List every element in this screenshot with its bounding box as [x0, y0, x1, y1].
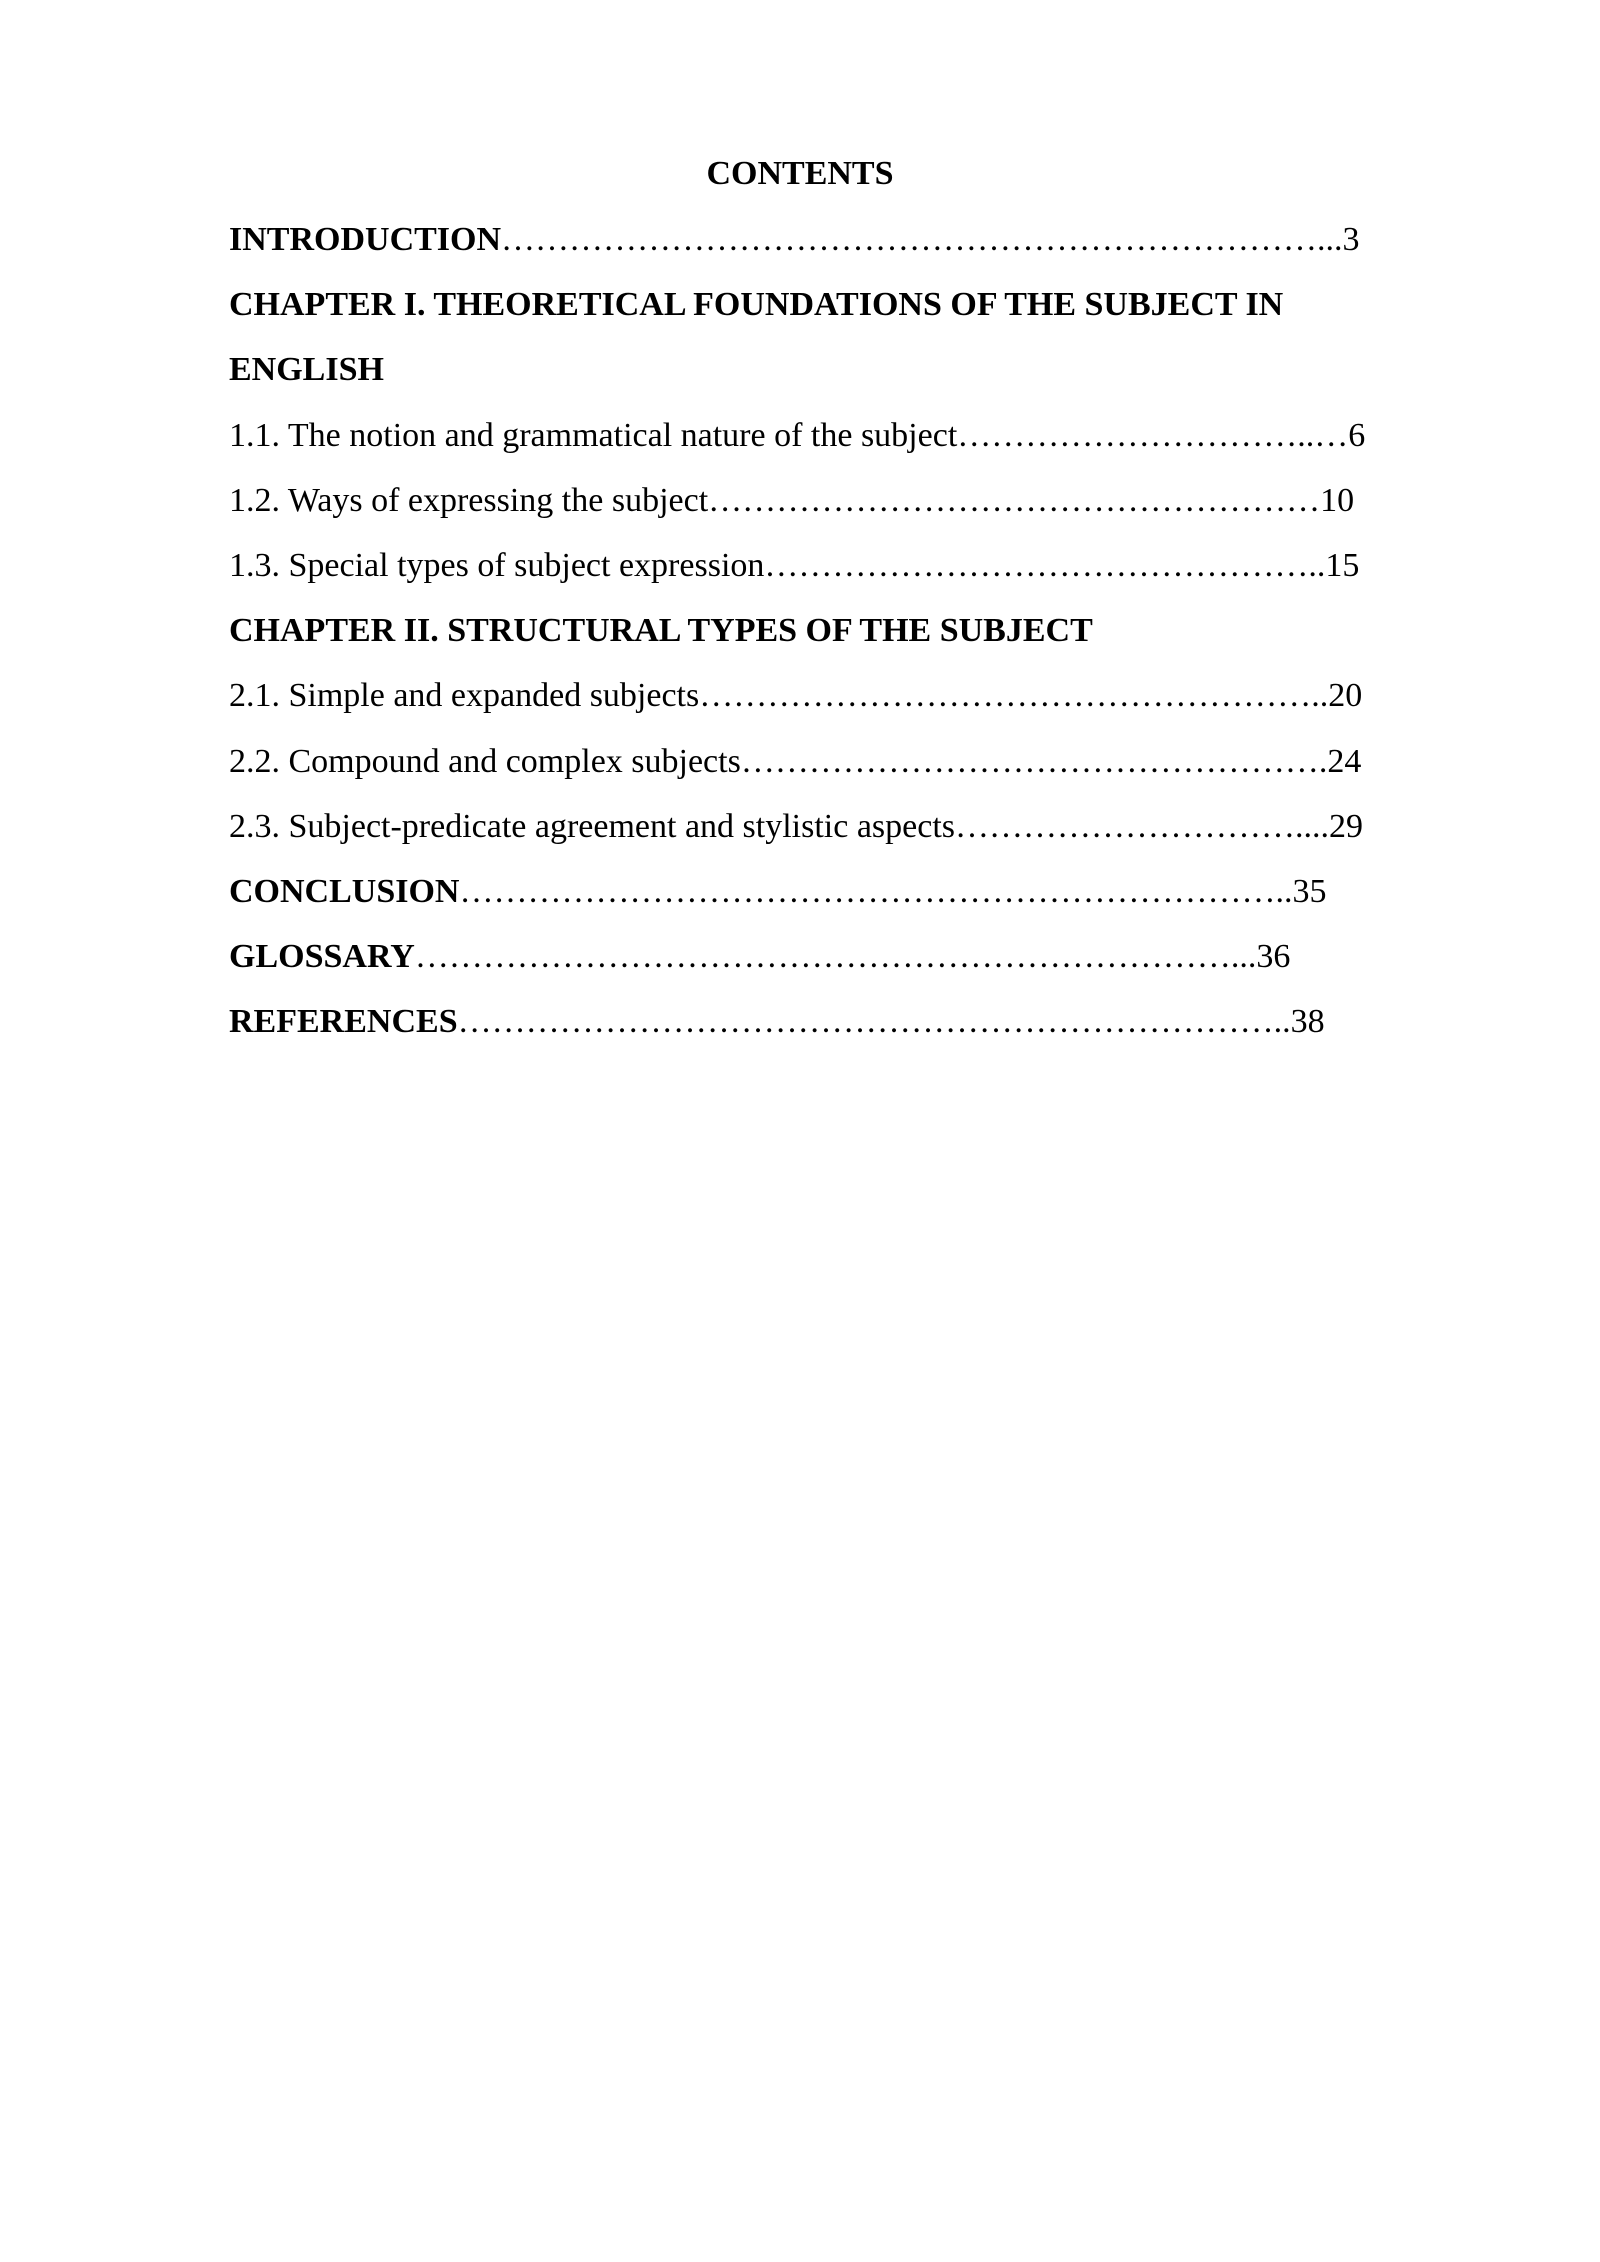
toc-entry-text: CHAPTER I. THEORETICAL FOUNDATIONS OF THE SUBJECT IN [229, 286, 1284, 324]
toc-entry-leader: ………………………….... [955, 807, 1330, 845]
toc-entry-2-3 [229, 806, 1484, 871]
table-of-contents [229, 219, 1484, 1066]
toc-entry-text: CHAPTER II. STRUCTURAL TYPES OF THE SUBJECT [229, 612, 1093, 650]
toc-entry-glossary [229, 936, 1484, 1001]
toc-entry-leader: ………………………………………………………………... [414, 938, 1257, 976]
toc-entry-text: 2.1. Simple and expanded subjects [229, 677, 700, 715]
toc-entry-text: 1.1. The notion and grammatical nature of the subject [229, 416, 958, 454]
toc-entry-text: 2.3. Subject-predicate agreement and stylistic aspects [229, 807, 956, 845]
toc-entry-leader: ……………………………………………………………….. [459, 872, 1293, 910]
toc-entry-text: GLOSSARY [229, 938, 415, 976]
toc-entry-text: 1.2. Ways of expressing the subject [229, 481, 709, 519]
toc-entry-page: 15 [1325, 546, 1360, 584]
toc-entry-chapter-1-heading [229, 284, 1484, 349]
toc-entry-references [229, 1001, 1484, 1066]
toc-entry-page: 6 [1348, 416, 1366, 454]
toc-entry-leader: …………………………..… [957, 416, 1349, 454]
toc-entry-page: 38 [1290, 1003, 1325, 1041]
toc-entry-leader: ………………………………………….. [764, 546, 1326, 584]
toc-entry-page: 35 [1292, 872, 1327, 910]
toc-entry-leader: ……………………………………………………………….. [457, 1003, 1291, 1041]
toc-entry-1-2 [229, 480, 1484, 545]
toc-entry-text: CONCLUSION [229, 872, 460, 910]
toc-entry-text: 1.3. Special types of subject expression [229, 546, 765, 584]
toc-entry-text: ENGLISH [229, 351, 384, 389]
toc-entry-chapter-2-heading [229, 610, 1484, 675]
toc-entry-text: INTRODUCTION [229, 221, 502, 258]
toc-entry-page: 24 [1327, 742, 1362, 780]
toc-entry-page: 29 [1329, 807, 1364, 845]
toc-entry-leader: ……………………………………………… [708, 481, 1321, 519]
toc-entry-page: 20 [1328, 677, 1363, 715]
page-title: CONTENTS [706, 155, 894, 192]
toc-entry-text: 2.2. Compound and complex subjects [229, 742, 741, 780]
toc-entry-text: REFERENCES [229, 1003, 458, 1041]
toc-entry-introduction [229, 219, 1484, 284]
toc-entry-leader: ……………………………………………. [740, 742, 1328, 780]
toc-entry-leader: ………………………………………………………………... [501, 221, 1343, 258]
toc-entry-leader: ……………………………………………….. [699, 677, 1329, 715]
toc-entry-page: 3 [1342, 221, 1360, 258]
toc-entry-2-2 [229, 741, 1484, 806]
toc-entry-page: 36 [1256, 938, 1291, 976]
toc-entry-1-3 [229, 545, 1484, 610]
toc-entry-1-1 [229, 415, 1484, 480]
toc-entry-2-1 [229, 675, 1484, 740]
toc-entry-chapter-1-heading-cont [229, 349, 1484, 414]
toc-entry-conclusion [229, 871, 1484, 936]
toc-entry-page: 10 [1320, 481, 1355, 519]
